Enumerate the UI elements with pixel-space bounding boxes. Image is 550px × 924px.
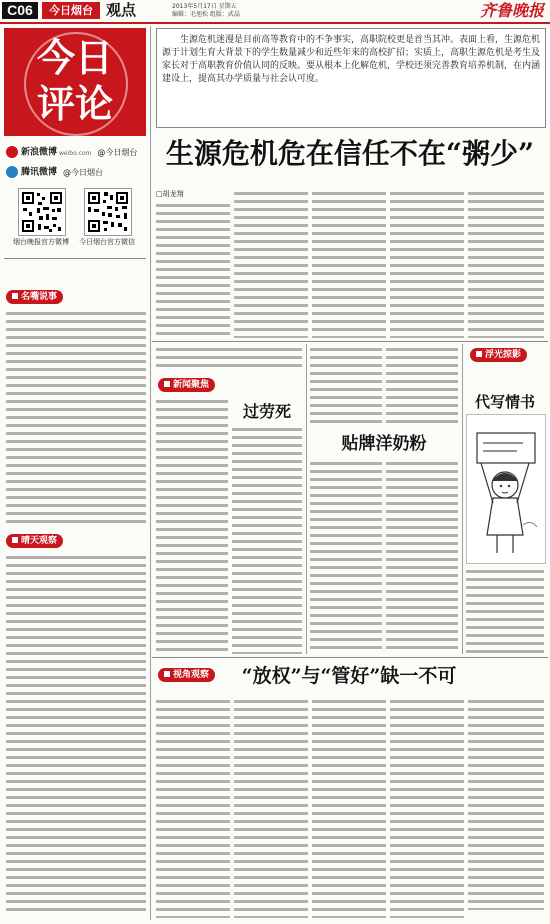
newspaper-logo: 齐鲁晚报 xyxy=(479,1,544,20)
column-title-line2: 评论 xyxy=(36,81,113,126)
bottom-body-col-3 xyxy=(312,698,386,918)
sina-weibo-domain: weibo.com xyxy=(59,149,92,157)
news-divider-2 xyxy=(462,344,463,654)
news-1-body-col-2 xyxy=(232,426,302,654)
section-tag: 今日烟台 xyxy=(42,2,100,19)
news-2-body-col-1 xyxy=(310,460,382,654)
column-title-box xyxy=(4,28,146,136)
sidebar-section-2-body xyxy=(6,554,146,916)
news-bottom-rule xyxy=(152,657,548,658)
bottom-body-col-5 xyxy=(468,698,544,910)
column-title-line1: 今日 xyxy=(36,35,113,80)
tencent-weibo-icon xyxy=(6,166,18,178)
sidebar-section-2-label: 晴天观察 xyxy=(6,534,63,548)
sidebar-section-1-label: 名嘴说事 xyxy=(6,290,63,304)
bottom-body-col-2 xyxy=(234,698,308,918)
qr-code-weibo xyxy=(18,188,66,236)
news-divider-1 xyxy=(306,344,307,654)
sidebar-section-1-body xyxy=(6,310,146,526)
header-rule xyxy=(0,22,550,24)
news-headline-1: 过劳死 xyxy=(242,402,291,421)
bottom-body-col-4 xyxy=(390,698,464,918)
sidebar-divider xyxy=(4,258,146,259)
lead-author: □胡龙翔 xyxy=(156,190,184,198)
column-divider xyxy=(150,26,151,920)
lead-body-col-5 xyxy=(468,190,544,338)
lead-bottom-rule xyxy=(152,341,548,342)
lead-body-col-3 xyxy=(312,190,386,338)
tencent-weibo-row xyxy=(6,166,103,179)
sina-weibo-label: 新浪微博 xyxy=(21,147,58,158)
page-number: C06 xyxy=(2,2,38,19)
photo-headline: 代写情书 xyxy=(474,393,535,411)
bottom-section-label: 视角观察 xyxy=(158,668,215,682)
news-mid-text-col-1 xyxy=(310,346,382,428)
tencent-weibo-label: 腾讯微博 xyxy=(21,167,58,178)
lead-body-col-1 xyxy=(156,202,230,338)
qr-caption-wechat: 今日烟台官方微信 xyxy=(79,238,135,246)
sina-weibo-icon xyxy=(6,146,18,158)
tencent-weibo-handle: @今日烟台 xyxy=(63,167,104,177)
news-1-body-col-1 xyxy=(156,398,228,654)
issue-date: 2013年5月17日 星期五 xyxy=(172,3,237,10)
news-mid-text-col-2 xyxy=(386,346,458,428)
photo-caption-text xyxy=(466,568,544,654)
section-name: 观点 xyxy=(106,1,137,19)
lead-headline: 生源危机危在信任不在“粥少” xyxy=(165,137,535,170)
bottom-headline: “放权”与“管好”缺一不可 xyxy=(241,665,457,687)
sina-weibo-handle: @今日烟台 xyxy=(97,147,138,157)
qr-code-wechat xyxy=(84,188,132,236)
qr-caption-weibo: 烟台晚报官方微博 xyxy=(13,238,69,246)
lead-summary: 生源危机迷漫是目前高等教育中的不争事实，高职院校更是首当其冲。表面上看，生源危机源于计划生育大背景下的学生数量减少和近些年来的高校扩招；实质上，高职生源危机是考生及家长对于高职教育价值认同的反映。要从根本上化解危机，学校还须完善教育培养机制，在内涵建设上，提高其办学质量与社会认可度。 xyxy=(156,28,546,128)
news-section-label: 新闻聚焦 xyxy=(158,378,215,392)
cartoon-illustration xyxy=(466,414,546,564)
photo-section-label: 浮光掠影 xyxy=(470,348,527,362)
sina-weibo-row xyxy=(6,146,137,160)
lead-body-col-2 xyxy=(234,190,308,338)
editors-credit: 编辑：毛旭松 组版：武晶 xyxy=(172,11,240,18)
lead-body-col-4 xyxy=(390,190,464,338)
dateline xyxy=(172,3,240,19)
news-headline-2: 贴牌洋奶粉 xyxy=(341,434,427,454)
news-intro-text xyxy=(156,346,302,372)
bottom-body-col-1 xyxy=(156,698,230,918)
news-2-body-col-2 xyxy=(386,460,458,654)
